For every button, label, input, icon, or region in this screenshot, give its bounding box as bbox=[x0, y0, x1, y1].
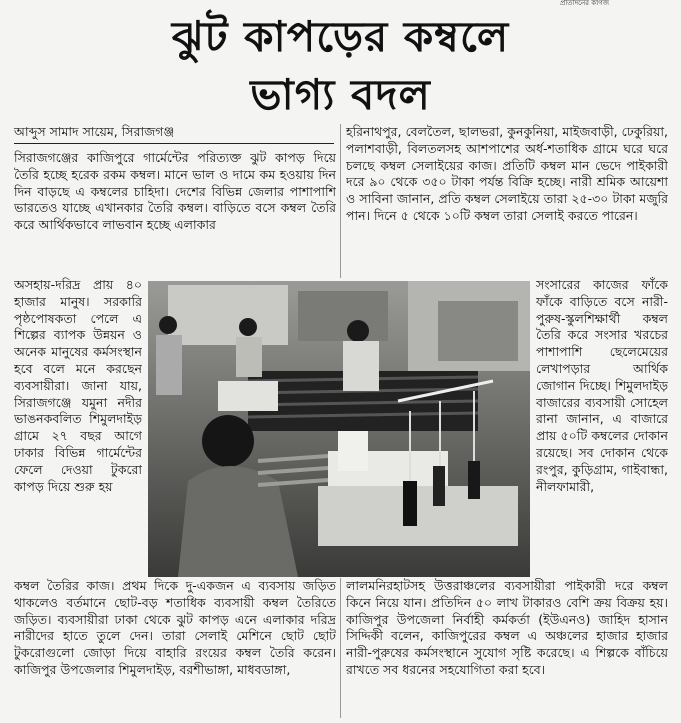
headline-line-2: ভাগ্য বদল bbox=[250, 70, 431, 119]
column-b-bottom: লালমনিরহাটসহ উত্তরাঞ্চলের ব্যবসায়ীরা পাইকারী দরে কম্বল কিনে নিয়ে যান। প্রতিদিন ৫০ লাখ টাকারও বেশি ক্রয় বিক্রয় হয়। কাজিপুর উপজেলা নির্বাহী কর্মকর্তা (ইউএনও) জাহিদ হাসান সিদ্দিকী বলেন, কাজিপুরের কম্বল এ অঞ্চলের হাজার হাজার নারী-পুরুষের কর্মসংস্থানে সুযোগ সৃষ্টি করেছে। এ শিল্পকে বাঁচিয়ে রাখতে সব ধরনের সহযোগিতা করা হবে। bbox=[346, 578, 668, 677]
byline-rule bbox=[14, 143, 334, 144]
byline: আব্দুস সামাদ সায়েম, সিরাজগঞ্জ bbox=[14, 124, 175, 139]
column-divider bbox=[340, 578, 341, 718]
headline bbox=[0, 8, 681, 124]
column-b-narrow: সংসারের কাজের ফাঁকে ফাঁকে বাড়িতে বসে নারী-পুরুষ-স্কুলশিক্ষার্থী কম্বল তৈরি করে সংসার খরচের পাশাপাশি ছেলেমেয়ের লেখাপড়ার আর্থিক জোগান দিচ্ছে। শিমুলদাইড় বাজারের ব্যবসায়ী সোহেল রানা জানান, এ বাজারে প্রায় ৫০টি কম্বলের দোকান রয়েছে। সব দোকান থেকে রংপুর, কুড়িগ্রাম, গাইবান্ধা, নীলফামারী, bbox=[536, 277, 668, 494]
column-a-narrow: অসহায়-দরিদ্র প্রায় ৪০ হাজার মানুষ। সরকারি পৃষ্ঠপোষকতা পেলে এ শিল্পের ব্যাপক উন্নয়ন ও অনেক মানুষের কর্মসংস্থান হবে বলে মনে করছেন ব্যবসায়ীরা। জানা যায়, সিরাজগঞ্জে যমুনা নদীর ভাঙনকবলিত শিমুলদাইড় গ্রামে ২৭ বছর আগে ঢাকার বিভিন্ন গার্মেন্টের ফেলে দেওয়া টুকরো কাপড় দিয়ে শুরু হয় bbox=[14, 277, 142, 494]
factory-photo bbox=[148, 281, 530, 577]
column-b-top: হরিনাথপুর, বেলতৈল, ছালভরা, কুনকুনিয়া, মাইজবাড়ী, ঢেকুরিয়া, পলাশবাড়ী, বিলতলসহ আশপাশের অর্ধ-শতাধিক গ্রামে ঘরে ঘরে চলছে কম্বল সেলাইয়ের কাজ। প্রতিটি কম্বল মান ভেদে পাইকারী দরে ৯০ থেকে ৩৫০ টাকা পর্যন্ত বিক্রি হচ্ছে। নারী শ্রমিক আয়েশা ও সাবিনা জানান, প্রতি কম্বল সেলাইয়ে তারা ২৫-৩০ টাকা মজুরি পান। দিনে ৫ থেকে ১০টি কম্বল তারা সেলাই করতে পারেন। bbox=[346, 124, 668, 223]
masthead: প্রতিদিনের কাগজ bbox=[560, 0, 610, 6]
column-divider bbox=[340, 124, 341, 278]
factory-photo-icon bbox=[148, 281, 530, 577]
headline-line-1: ঝুট কাপড়ের কম্বলে bbox=[171, 12, 510, 61]
column-a-bottom: কম্বল তৈরির কাজ। প্রথম দিকে দু-একজন এ ব্যবসায় জড়িত থাকলেও বর্তমানে ছোট-বড় শতাধিক ব্যবসায়ী কম্বল তৈরিতে জড়িত। ব্যবসায়ীরা ঢাকা থেকে ঝুট কাপড় এনে এলাকার দরিদ্র নারীদের হাতে তুলে দেন। তারা সেলাই মেশিনে ছোট ছোট টুকরোগুলো জোড়া দিয়ে বাহারি রংয়ের কম্বল তৈরি করেন। কাজিপুর উপজেলার শিমুলদাইড়, বরশীভাঙ্গা, মাধবডাঙ্গা, bbox=[14, 578, 336, 677]
column-a-top: সিরাজগঞ্জের কাজিপুরে গার্মেন্টের পরিত্যক্ত ঝুট কাপড় দিয়ে তৈরি হচ্ছে হরেক রকম কম্বল। মানে ভাল ও দামে কম হওয়ায় দিন দিন বাড়ছে এ কম্বলের চাহিদা। দেশের বিভিন্ন জেলার পাশাপাশি ভারতেও যাচ্ছে এখানকার তৈরি কম্বল। বাড়িতে বসে কম্বল তৈরি করে আর্থিকভাবে লাভবান হচ্ছে এলাকার bbox=[14, 150, 336, 233]
